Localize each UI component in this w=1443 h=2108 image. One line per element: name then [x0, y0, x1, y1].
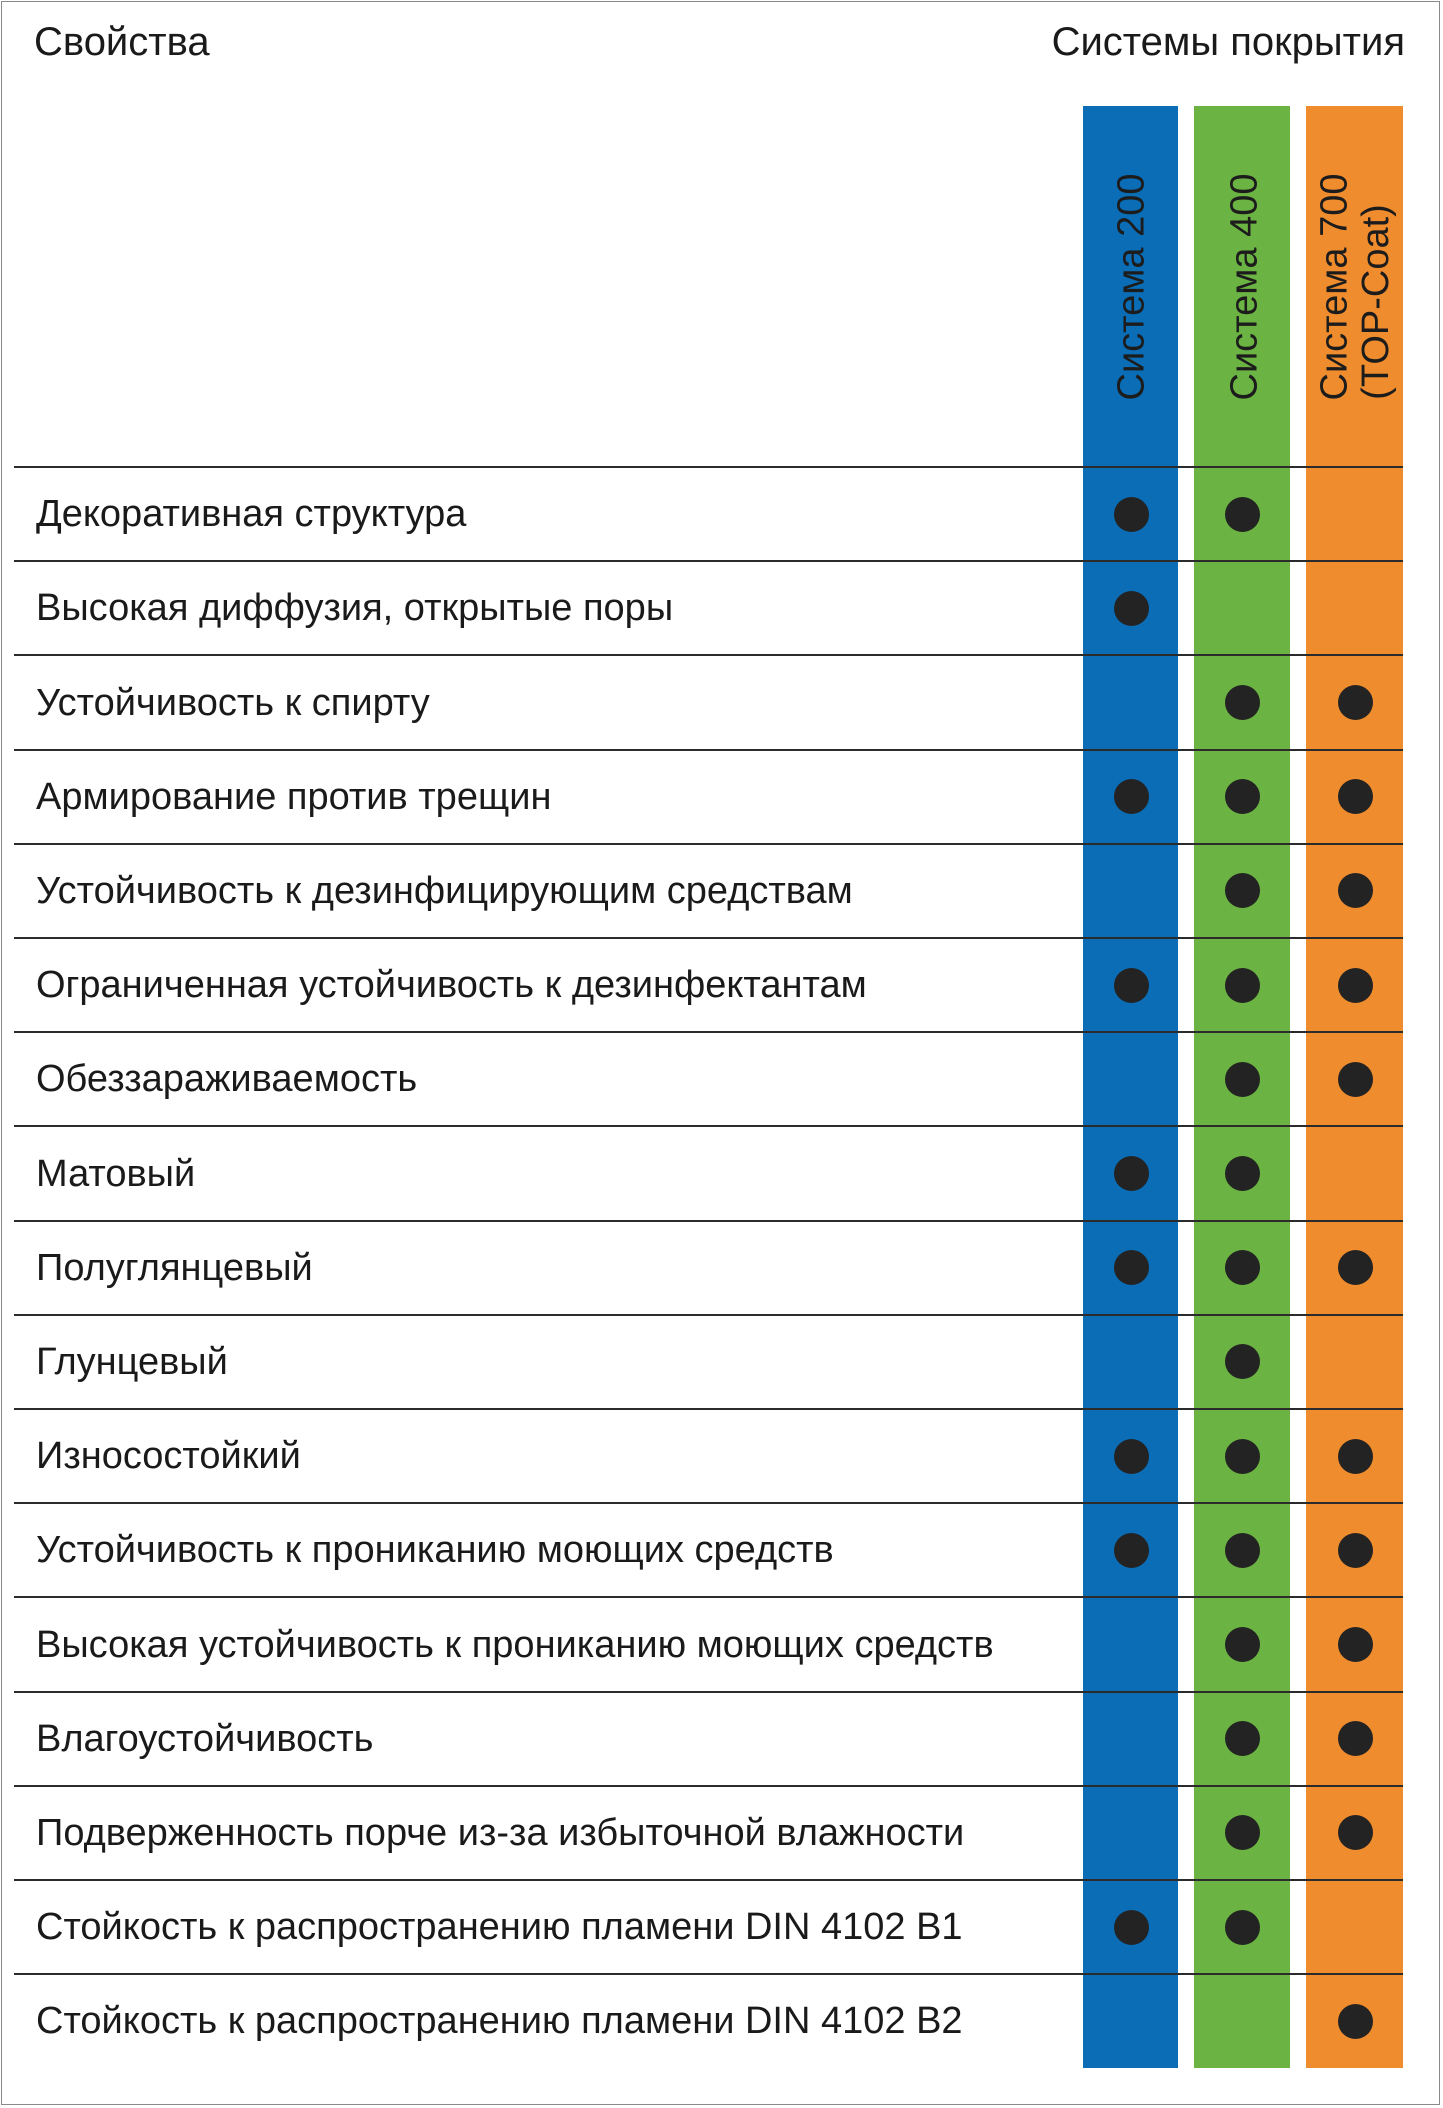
property-label: Армирование против трещин — [36, 775, 552, 818]
property-label: Влагоустойчивость — [36, 1717, 374, 1760]
support-dot — [1114, 497, 1149, 532]
support-dot — [1114, 591, 1149, 626]
support-dot — [1338, 1627, 1373, 1662]
support-dot — [1225, 1910, 1260, 1945]
row-divider — [14, 843, 1403, 845]
support-dot — [1225, 1156, 1260, 1191]
support-dot — [1338, 779, 1373, 814]
support-dot — [1225, 685, 1260, 720]
support-dot — [1338, 1250, 1373, 1285]
property-label: Полуглянцевый — [36, 1246, 313, 1289]
property-label: Устойчивость к прониканию моющих средств — [36, 1529, 834, 1572]
property-label: Глунцевый — [36, 1340, 228, 1383]
support-dot — [1225, 968, 1260, 1003]
support-dot — [1338, 1062, 1373, 1097]
row-divider — [14, 654, 1403, 656]
system-200-label: Система 200 — [1110, 173, 1152, 400]
support-dot — [1225, 1627, 1260, 1662]
support-dot — [1114, 1156, 1149, 1191]
row-divider — [14, 1785, 1403, 1787]
property-label: Ограниченная устойчивость к дезинфектантам — [36, 964, 867, 1007]
property-label: Стойкость к распространению пламени DIN 4102 B2 — [36, 2000, 963, 2043]
support-dot — [1225, 1250, 1260, 1285]
support-dot — [1225, 1533, 1260, 1568]
property-label: Декоративная структура — [36, 493, 467, 536]
row-divider — [14, 1691, 1403, 1693]
support-dot — [1338, 968, 1373, 1003]
row-divider — [14, 1879, 1403, 1881]
property-label: Обеззараживаемость — [36, 1058, 418, 1101]
support-dot — [1225, 1439, 1260, 1474]
property-label: Стойкость к распространению пламени DIN 4102 B1 — [36, 1906, 963, 1949]
support-dot — [1225, 497, 1260, 532]
support-dot — [1114, 779, 1149, 814]
system-700-label: Система 700 — [1313, 173, 1355, 400]
row-divider — [14, 1031, 1403, 1033]
system-400-label: Система 400 — [1223, 173, 1265, 400]
row-divider — [14, 1408, 1403, 1410]
support-dot — [1225, 1721, 1260, 1756]
support-dot — [1225, 1344, 1260, 1379]
property-label: Подверженность порче из-за избыточной влажности — [36, 1811, 965, 1854]
system-700-sublabel: (TOP-Coat) — [1354, 204, 1397, 400]
support-dot — [1225, 873, 1260, 908]
support-dot — [1338, 1533, 1373, 1568]
systems-header: Системы покрытия — [1051, 20, 1405, 64]
support-dot — [1114, 1250, 1149, 1285]
row-divider — [14, 1125, 1403, 1127]
row-divider — [14, 1314, 1403, 1316]
support-dot — [1225, 779, 1260, 814]
row-divider — [14, 560, 1403, 562]
row-divider — [14, 1973, 1403, 1975]
support-dot — [1338, 1721, 1373, 1756]
row-divider — [14, 1596, 1403, 1598]
row-divider — [14, 749, 1403, 751]
support-dot — [1338, 1439, 1373, 1474]
support-dot — [1114, 968, 1149, 1003]
support-dot — [1338, 1815, 1373, 1850]
row-divider — [14, 1502, 1403, 1504]
property-label: Матовый — [36, 1152, 196, 1195]
support-dot — [1338, 873, 1373, 908]
support-dot — [1225, 1815, 1260, 1850]
support-dot — [1338, 685, 1373, 720]
row-divider — [14, 1220, 1403, 1222]
support-dot — [1114, 1439, 1149, 1474]
support-dot — [1114, 1910, 1149, 1945]
row-divider — [14, 937, 1403, 939]
property-label: Износостойкий — [36, 1435, 301, 1478]
property-label: Высокая устойчивость к прониканию моющих средств — [36, 1623, 994, 1666]
support-dot — [1225, 1062, 1260, 1097]
properties-header: Свойства — [34, 20, 210, 64]
property-label: Устойчивость к спирту — [36, 681, 430, 724]
property-label: Устойчивость к дезинфицирующим средствам — [36, 869, 853, 912]
property-label: Высокая диффузия, открытые поры — [36, 587, 674, 630]
row-divider — [14, 466, 1403, 468]
support-dot — [1338, 2004, 1373, 2039]
support-dot — [1114, 1533, 1149, 1568]
